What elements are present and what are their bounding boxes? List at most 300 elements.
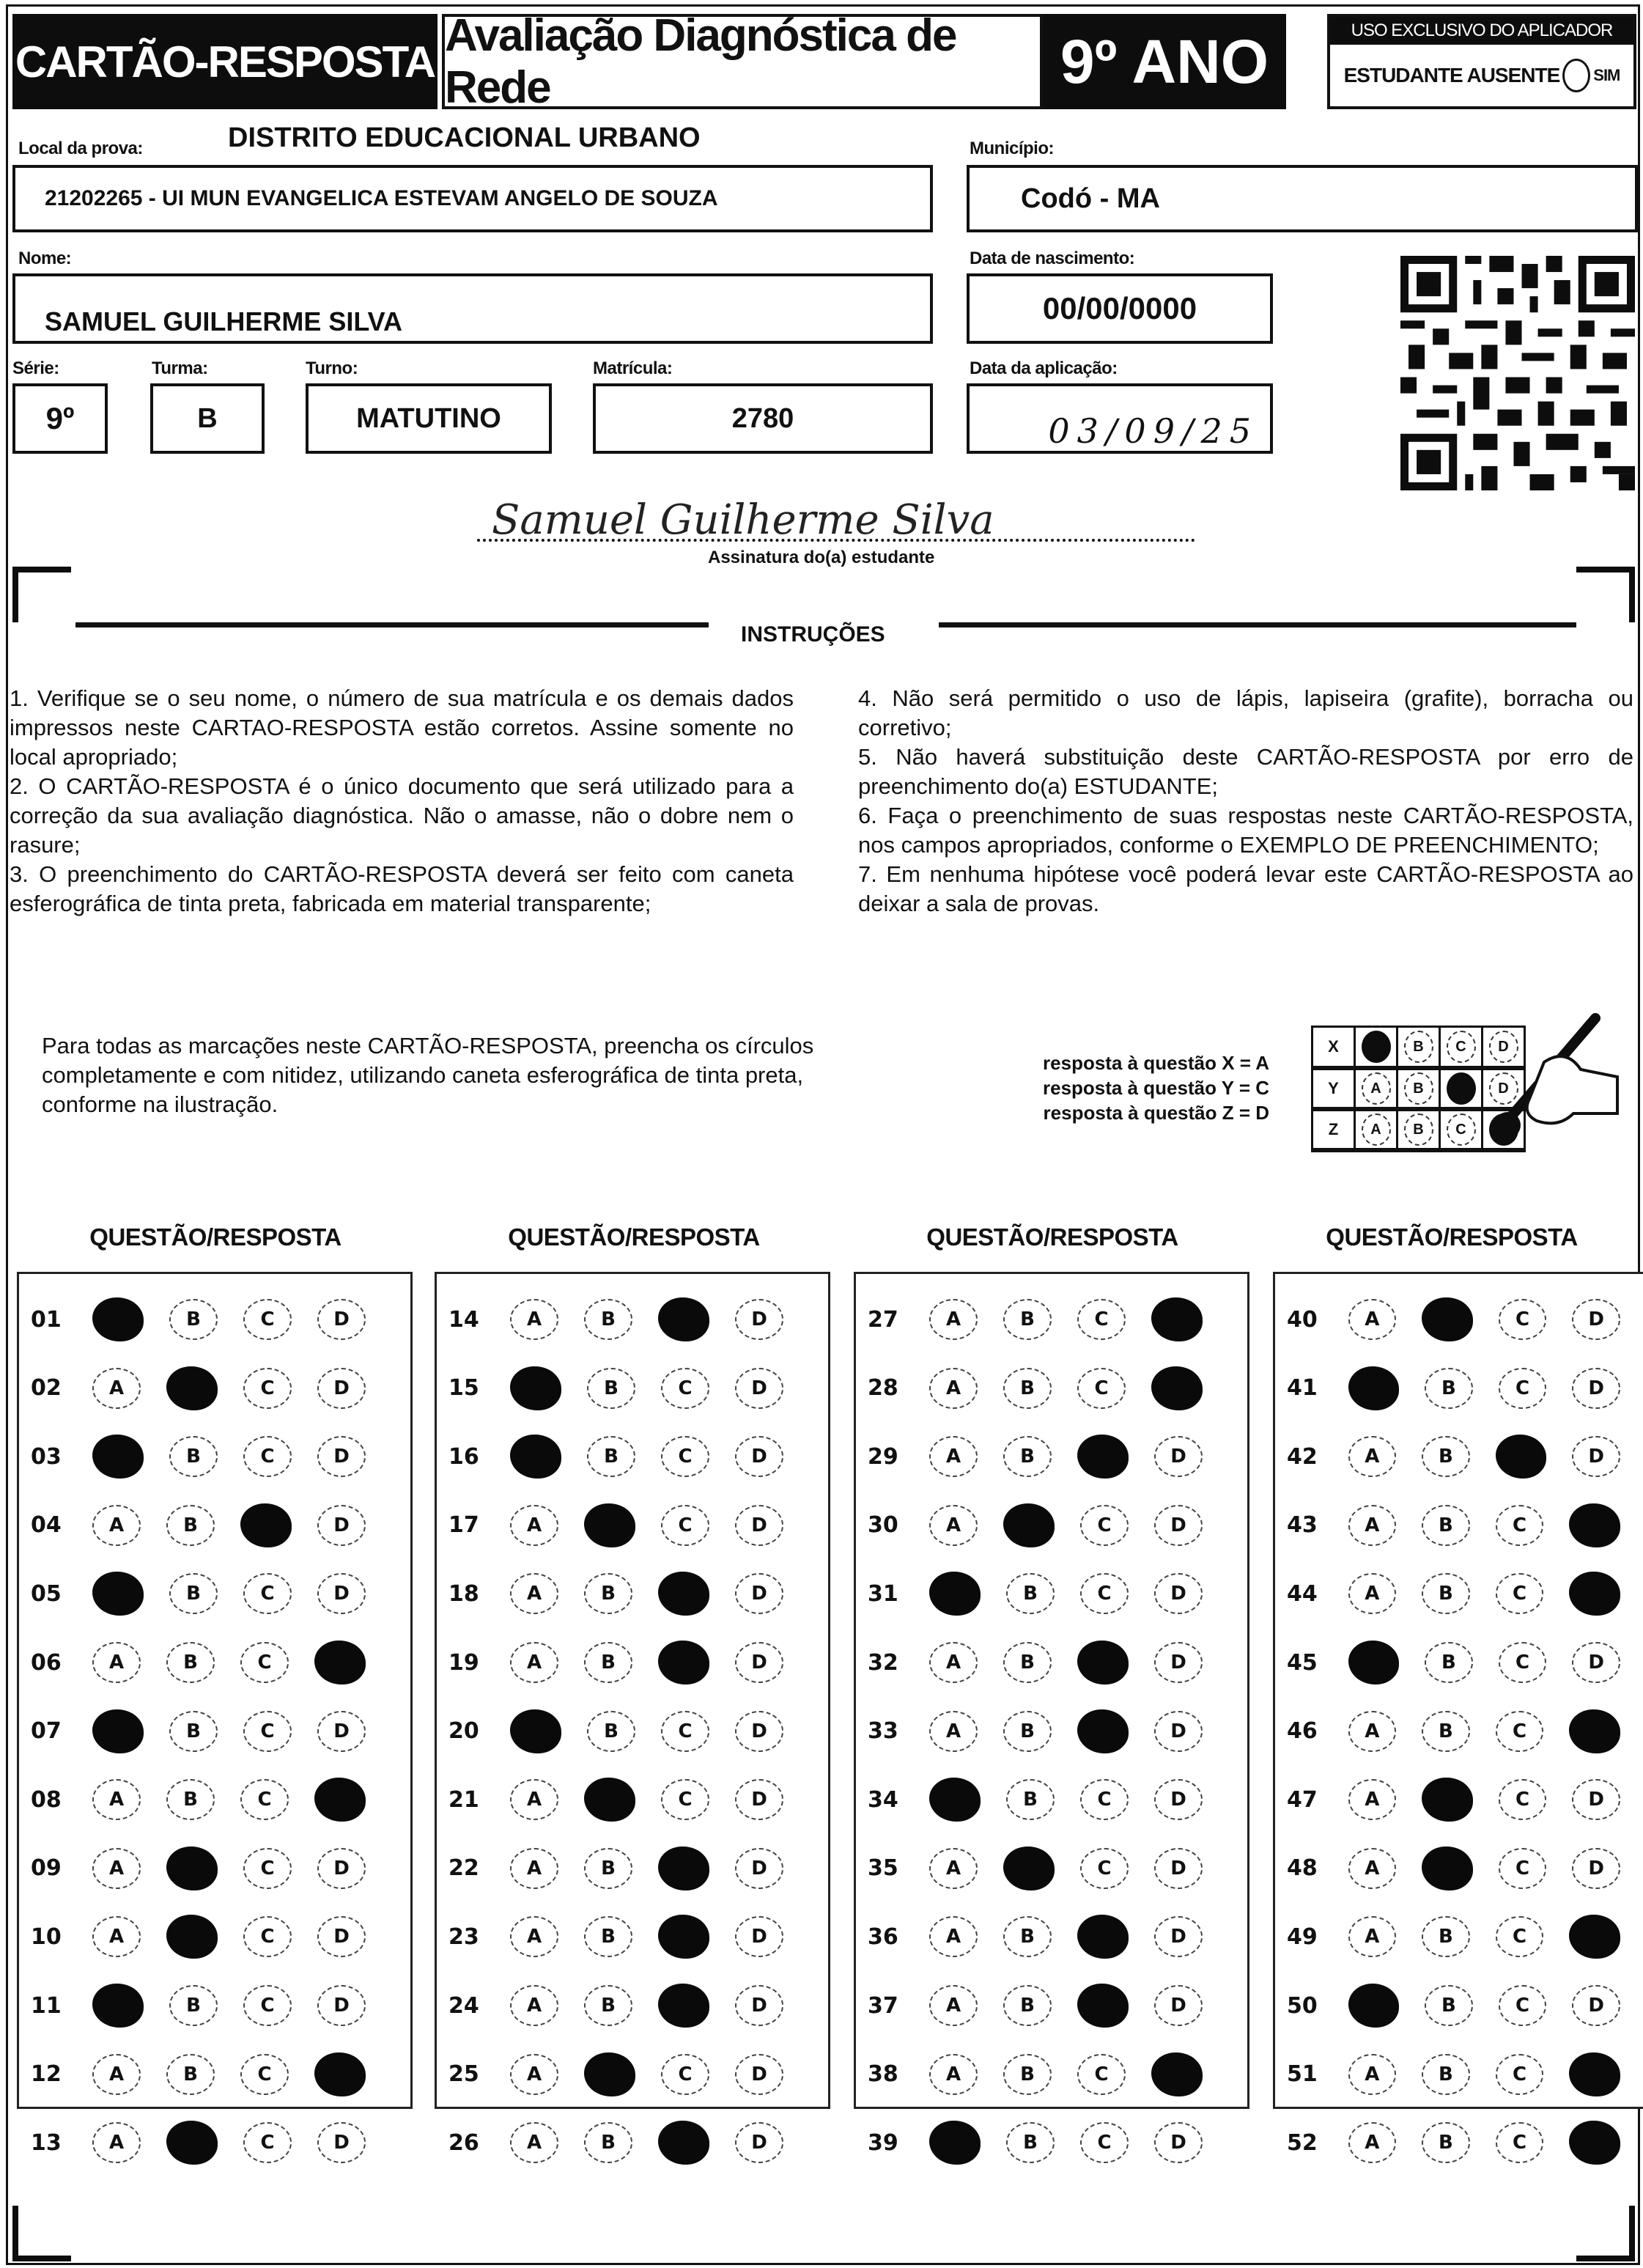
- question-number: 20: [448, 1718, 479, 1745]
- nascimento-value: 00/00/0000: [1042, 291, 1197, 325]
- answer-bubble-d[interactable]: D: [735, 1573, 783, 1614]
- answer-bubble-d[interactable]: D: [735, 1848, 783, 1889]
- answer-bubble-b[interactable]: B: [1425, 1642, 1473, 1683]
- answer-bubble-d[interactable]: D: [317, 1299, 366, 1340]
- answer-bubble-d[interactable]: D: [1154, 1573, 1203, 1614]
- fill-example-bubble: D: [1489, 1072, 1518, 1105]
- question-number: 02: [31, 1375, 62, 1402]
- answer-bubble-b[interactable]: B: [1425, 1985, 1473, 2026]
- answer-bubble-a[interactable]: A: [929, 1916, 978, 1957]
- question-row: [19, 1564, 410, 1623]
- answer-bubble-c[interactable]: C: [1499, 1299, 1547, 1340]
- question-row: [437, 1359, 828, 1418]
- answer-bubble-b[interactable]: B: [1006, 1573, 1055, 1614]
- answer-bubble-b[interactable]: B: [1003, 1642, 1052, 1683]
- answer-bubble-d[interactable]: D: [1572, 1368, 1620, 1409]
- answer-bubble-d[interactable]: D: [1154, 1779, 1203, 1820]
- answer-bubble-c[interactable]: C: [1499, 1642, 1547, 1683]
- answer-bubble-c[interactable]: C: [243, 1299, 292, 1340]
- fill-example-cell: [1355, 1027, 1398, 1068]
- answer-bubble-c[interactable]: C: [1499, 1985, 1547, 2026]
- answer-bubble-d[interactable]: D: [1572, 1299, 1620, 1340]
- answer-bubble-a[interactable]: A: [929, 1848, 978, 1889]
- question-row: [19, 1976, 410, 2035]
- answer-bubble-c[interactable]: C: [1080, 2122, 1129, 2163]
- answer-bubble-a[interactable]: A: [929, 1299, 978, 1340]
- answer-bubble-a[interactable]: A: [510, 1505, 558, 1546]
- answer-bubble-c[interactable]: C: [1496, 1573, 1544, 1614]
- answer-bubble-c[interactable]: C: [243, 1711, 292, 1752]
- question-row: [856, 1427, 1247, 1486]
- answer-bubble-c[interactable]: C: [1080, 1505, 1129, 1546]
- answer-bubble-c[interactable]: [658, 1915, 709, 1959]
- answer-bubble-c[interactable]: [658, 1847, 709, 1890]
- answer-bubble-a[interactable]: A: [510, 1779, 558, 1820]
- answer-bubble-a[interactable]: A: [929, 1985, 978, 2026]
- question-row: [856, 1564, 1247, 1623]
- answer-bubble-d[interactable]: D: [1572, 1779, 1620, 1820]
- answer-bubble-d[interactable]: D: [1154, 2122, 1203, 2163]
- question-number: 42: [1287, 1443, 1318, 1470]
- answer-bubble-a[interactable]: [92, 1709, 144, 1753]
- answer-bubble-a[interactable]: [510, 1435, 561, 1479]
- answer-bubble-a[interactable]: A: [92, 1779, 141, 1820]
- answer-bubble-b[interactable]: B: [1006, 1779, 1055, 1820]
- answer-bubble-c[interactable]: C: [243, 2122, 292, 2163]
- question-number: 13: [31, 2129, 62, 2156]
- answer-bubble-b[interactable]: B: [584, 1573, 632, 1614]
- signature-label: Assinatura do(a) estudante: [708, 548, 935, 567]
- answer-bubble-d[interactable]: D: [735, 1711, 783, 1752]
- fill-example-legend-item: resposta à questão Y = C: [1043, 1077, 1270, 1099]
- answer-bubble-a[interactable]: A: [1348, 1505, 1397, 1546]
- answer-bubble-b[interactable]: B: [1003, 1711, 1052, 1752]
- answer-column: [1273, 1272, 1643, 2156]
- answer-bubble-b[interactable]: [1422, 1297, 1473, 1341]
- answer-bubble-b[interactable]: [166, 1915, 218, 1959]
- matricula-field: [593, 383, 933, 454]
- answer-bubble-b[interactable]: [584, 1778, 635, 1822]
- answer-bubble-a[interactable]: A: [1348, 1299, 1397, 1340]
- answer-bubble-b[interactable]: B: [587, 1711, 635, 1752]
- answer-bubble-c[interactable]: C: [1499, 1848, 1547, 1889]
- answer-bubble-a[interactable]: [92, 1572, 144, 1616]
- answer-bubble-d[interactable]: D: [735, 1916, 783, 1957]
- answer-bubble-b[interactable]: B: [584, 1985, 632, 2026]
- question-number: 12: [31, 2061, 62, 2088]
- fill-example-bubble: C: [1447, 1113, 1476, 1146]
- answer-bubble-a[interactable]: [929, 2121, 981, 2165]
- question-row: [856, 1976, 1247, 2035]
- answer-bubble-c[interactable]: C: [661, 1711, 709, 1752]
- answer-bubble-d[interactable]: D: [1154, 1848, 1203, 1889]
- answer-bubble-b[interactable]: B: [1422, 2054, 1470, 2095]
- answer-bubble-b[interactable]: B: [1422, 1573, 1470, 1614]
- question-row: [19, 1359, 410, 1418]
- answer-bubble-b[interactable]: [1422, 1847, 1473, 1890]
- question-row: [856, 1633, 1247, 1692]
- answer-bubble-a[interactable]: A: [92, 2054, 141, 2095]
- answer-bubble-b[interactable]: B: [166, 2054, 215, 2095]
- answer-bubble-a[interactable]: [1348, 1984, 1400, 2028]
- answer-bubble-d[interactable]: [314, 1778, 366, 1822]
- answer-bubble-d[interactable]: D: [317, 1848, 366, 1889]
- answer-bubble-b[interactable]: B: [1003, 1985, 1052, 2026]
- corner-mark-bottom-right: [1576, 2256, 1635, 2261]
- answer-bubble-d[interactable]: D: [1572, 1436, 1620, 1477]
- answer-bubble-a[interactable]: [1348, 1641, 1400, 1685]
- instruction-item: 6. Faça o preenchimento de suas respostas neste CARTÃO-RESPOSTA, nos campos apropriados, conforme o EXEMPLO DE PREENCHIMENTO;: [858, 803, 1633, 858]
- answer-bubble-d[interactable]: D: [735, 1436, 783, 1477]
- answer-bubble-a[interactable]: A: [92, 1848, 141, 1889]
- answer-bubble-d[interactable]: D: [735, 1779, 783, 1820]
- answer-bubble-a[interactable]: [1348, 1366, 1400, 1410]
- answer-bubble-c[interactable]: [658, 1297, 709, 1341]
- question-row: [1275, 1633, 1643, 1692]
- answer-bubble-a[interactable]: A: [1348, 2122, 1397, 2163]
- answer-bubble-c[interactable]: [1077, 1641, 1129, 1685]
- answer-bubble-d[interactable]: [314, 2052, 366, 2096]
- question-number: 25: [448, 2061, 479, 2088]
- absent-label: ESTUDANTE AUSENTE: [1343, 64, 1560, 86]
- answer-bubble-b[interactable]: B: [1422, 2122, 1470, 2163]
- answer-bubble-c[interactable]: C: [1077, 2054, 1126, 2095]
- answer-bubble-d[interactable]: D: [1154, 1985, 1203, 2026]
- answer-bubble-c[interactable]: C: [243, 1368, 292, 1409]
- question-row: [19, 1496, 410, 1555]
- answer-bubble-c[interactable]: C: [1499, 1368, 1547, 1409]
- answer-bubble-a[interactable]: A: [1348, 1573, 1397, 1614]
- answer-bubble-b[interactable]: B: [584, 1642, 632, 1683]
- answer-bubble-c[interactable]: C: [1496, 1916, 1544, 1957]
- question-row: [437, 1427, 828, 1486]
- answer-bubble-a[interactable]: A: [929, 1505, 978, 1546]
- answer-bubble-a[interactable]: A: [92, 1505, 141, 1546]
- answer-bubble-b[interactable]: B: [1003, 2054, 1052, 2095]
- answer-bubble-a[interactable]: A: [92, 1642, 141, 1683]
- answer-bubble-d[interactable]: D: [1154, 1642, 1203, 1683]
- instruction-item: 3. O preenchimento do CARTÃO-RESPOSTA deverá ser feito com caneta esferográfica de tinta preta, fabricada em material transparente;: [10, 861, 794, 916]
- answer-bubble-b[interactable]: [1422, 1778, 1473, 1822]
- question-row: [437, 1496, 828, 1555]
- answer-bubble-c[interactable]: [658, 2121, 709, 2165]
- answer-bubble-a[interactable]: A: [92, 1916, 141, 1957]
- answer-bubble-d[interactable]: D: [317, 1436, 366, 1477]
- question-number: 15: [448, 1375, 479, 1402]
- answer-bubble-b[interactable]: B: [169, 1573, 218, 1614]
- fill-example-cell: [1398, 1109, 1440, 1150]
- answer-column: [17, 1272, 413, 2156]
- turno-field: [306, 383, 552, 454]
- answer-bubble-a[interactable]: A: [510, 2122, 558, 2163]
- serie-value: 9º: [45, 401, 75, 435]
- turno-label: Turno:: [306, 358, 358, 378]
- answer-bubble-c[interactable]: [658, 1984, 709, 2028]
- question-row: [19, 1907, 410, 1966]
- question-row: [437, 1564, 828, 1623]
- answer-bubble-d[interactable]: D: [1154, 1436, 1203, 1477]
- answer-bubble-c[interactable]: C: [1496, 1711, 1544, 1752]
- corner-mark-bottom-right-vertical: [1629, 2206, 1635, 2261]
- answer-bubble-d[interactable]: D: [317, 1573, 366, 1614]
- answer-bubble-d[interactable]: [1569, 1572, 1620, 1616]
- question-row: [1275, 1496, 1643, 1555]
- answer-bubble-b[interactable]: B: [169, 1436, 218, 1477]
- instruction-item: 4. Não será permitido o uso de lápis, lapiseira (grafite), borracha ou corretivo;: [858, 685, 1633, 740]
- answer-bubble-d[interactable]: [1569, 2052, 1620, 2096]
- answer-bubble-a[interactable]: A: [1348, 1916, 1397, 1957]
- answer-bubble-c[interactable]: C: [1496, 2054, 1544, 2095]
- answer-bubble-a[interactable]: [92, 1297, 144, 1341]
- answer-bubble-a[interactable]: [510, 1366, 561, 1410]
- absent-option-label: SIM: [1593, 66, 1620, 84]
- answer-bubble-b[interactable]: B: [1003, 1436, 1052, 1477]
- answer-bubble-c[interactable]: C: [661, 1436, 709, 1477]
- school-field: [12, 165, 933, 232]
- answer-bubble-b[interactable]: [584, 2052, 635, 2096]
- answer-bubble-a[interactable]: A: [1348, 1711, 1397, 1752]
- answer-bubble-d[interactable]: D: [1154, 1505, 1203, 1546]
- answer-bubble-b[interactable]: B: [587, 1368, 635, 1409]
- question-row: [1275, 2045, 1643, 2104]
- answer-bubble-c[interactable]: C: [1077, 1368, 1126, 1409]
- instruction-item: 2. O CARTÃO-RESPOSTA é o único documento que será utilizado para a correção da sua avaliação diagnóstica. Não o amasse, não o dobre nem o rasure;: [10, 773, 794, 858]
- corner-mark-top-right: [1576, 567, 1635, 572]
- turma-field: [150, 383, 265, 454]
- answer-bubble-a[interactable]: A: [929, 2054, 978, 2095]
- answer-bubble-b[interactable]: B: [1003, 1299, 1052, 1340]
- aplicacao-value: 03/09/25: [1048, 411, 1258, 451]
- answer-bubble-a[interactable]: [929, 1778, 981, 1822]
- answer-bubble-b[interactable]: [1003, 1847, 1055, 1890]
- question-number: 48: [1287, 1855, 1318, 1882]
- answer-bubble-b[interactable]: B: [1425, 1368, 1473, 1409]
- answer-bubble-c[interactable]: C: [661, 1368, 709, 1409]
- answer-bubble-b[interactable]: B: [1003, 1368, 1052, 1409]
- question-row: [1275, 1907, 1643, 1966]
- answer-bubble-a[interactable]: A: [510, 1299, 558, 1340]
- fill-example-bubble: C: [1447, 1072, 1476, 1105]
- answer-bubble-a[interactable]: [92, 1435, 144, 1479]
- question-number: 24: [448, 1992, 479, 2019]
- answer-bubble-b[interactable]: B: [1422, 1505, 1470, 1546]
- answer-bubble-c[interactable]: C: [1080, 1779, 1129, 1820]
- fill-example-legend: [1043, 1050, 1269, 1125]
- fill-example-bubble: B: [1404, 1113, 1433, 1146]
- question-number: 08: [31, 1786, 62, 1813]
- answer-bubble-d[interactable]: D: [735, 1985, 783, 2026]
- question-number: 19: [448, 1649, 479, 1676]
- fill-example-cell: [1355, 1068, 1398, 1109]
- question-number: 52: [1287, 2129, 1318, 2156]
- answer-bubble-d[interactable]: D: [317, 1916, 366, 1957]
- answer-bubble-d[interactable]: [1569, 1915, 1620, 1959]
- answer-bubble-a[interactable]: A: [1348, 1848, 1397, 1889]
- answer-column-title: QUESTÃO/RESPOSTA: [1326, 1223, 1578, 1251]
- question-row: [856, 1702, 1247, 1761]
- answer-bubble-d[interactable]: D: [317, 1368, 366, 1409]
- answer-bubble-c[interactable]: C: [661, 2054, 709, 2095]
- answer-bubble-a[interactable]: A: [1348, 1779, 1397, 1820]
- answer-bubble-b[interactable]: B: [166, 1505, 215, 1546]
- answer-bubble-d[interactable]: D: [317, 2122, 366, 2163]
- question-row: [437, 1839, 828, 1898]
- answer-sheet: [6, 4, 1640, 2265]
- answer-bubble-c[interactable]: C: [1496, 1505, 1544, 1546]
- fill-example-legend-item: resposta à questão X = A: [1043, 1052, 1270, 1074]
- question-row: [1275, 1839, 1643, 1898]
- absent-radio[interactable]: [1562, 59, 1590, 92]
- question-row: [856, 1839, 1247, 1898]
- answer-bubble-d[interactable]: D: [735, 2054, 783, 2095]
- answer-bubble-d[interactable]: [1151, 1366, 1203, 1410]
- answer-bubble-a[interactable]: A: [510, 1985, 558, 2026]
- answer-bubble-d[interactable]: [1569, 2121, 1620, 2165]
- answer-bubble-c[interactable]: [240, 1503, 292, 1547]
- nascimento-label: Data de nascimento:: [970, 248, 1135, 268]
- answer-bubble-a[interactable]: A: [92, 1368, 141, 1409]
- answer-bubble-a[interactable]: A: [510, 2054, 558, 2095]
- answer-bubble-a[interactable]: A: [929, 1368, 978, 1409]
- answer-bubble-b[interactable]: B: [1422, 1916, 1470, 1957]
- answer-bubble-b[interactable]: [166, 1366, 218, 1410]
- answer-bubble-b[interactable]: B: [169, 1711, 218, 1752]
- answer-bubble-c[interactable]: [658, 1572, 709, 1616]
- answer-bubble-c[interactable]: C: [1080, 1848, 1129, 1889]
- answer-bubble-d[interactable]: D: [317, 1711, 366, 1752]
- serie-field: [12, 383, 108, 454]
- question-number: 40: [1287, 1306, 1318, 1333]
- answer-bubble-a[interactable]: A: [929, 1642, 978, 1683]
- answer-bubble-b[interactable]: B: [166, 1642, 215, 1683]
- answer-bubble-c[interactable]: C: [243, 1916, 292, 1957]
- answer-bubble-c[interactable]: C: [1496, 2122, 1544, 2163]
- answer-bubble-b[interactable]: B: [1006, 2122, 1055, 2163]
- answer-bubble-c[interactable]: C: [240, 2054, 289, 2095]
- answer-bubble-d[interactable]: [1569, 1709, 1620, 1753]
- question-row: [437, 2045, 828, 2104]
- answer-bubble-a[interactable]: A: [929, 1711, 978, 1752]
- answer-bubble-c[interactable]: C: [1080, 1573, 1129, 1614]
- turno-value: MATUTINO: [356, 402, 501, 434]
- answer-bubble-b[interactable]: B: [1422, 1711, 1470, 1752]
- answer-bubble-b[interactable]: B: [169, 1985, 218, 2026]
- answer-bubble-a[interactable]: [929, 1572, 981, 1616]
- answer-bubble-d[interactable]: D: [1572, 1642, 1620, 1683]
- question-row: [437, 1290, 828, 1349]
- answer-bubble-a[interactable]: [92, 1984, 144, 2028]
- answer-bubble-c[interactable]: [1077, 1709, 1129, 1753]
- answer-bubble-b[interactable]: B: [584, 1916, 632, 1957]
- answer-bubble-c[interactable]: C: [240, 1642, 289, 1683]
- answer-bubble-b[interactable]: [584, 1503, 635, 1547]
- instruction-item: 1. Verifique se o seu nome, o número de sua matrícula e os demais dados impressos neste CARTAO-RESPOSTA estão corretos. Assine somente no local apropriado;: [10, 685, 794, 770]
- question-row: [856, 1290, 1247, 1349]
- answer-bubble-d[interactable]: D: [1572, 1848, 1620, 1889]
- answer-bubble-c[interactable]: [1077, 1915, 1129, 1959]
- question-number: 34: [868, 1786, 898, 1813]
- question-number: 06: [31, 1649, 62, 1676]
- answer-bubble-c[interactable]: C: [661, 1505, 709, 1546]
- answer-bubble-d[interactable]: D: [317, 1985, 366, 2026]
- instruction-item: 5. Não haverá substituição deste CARTÃO-RESPOSTA por erro de preenchimento do(a) ESTUDANTE;: [858, 744, 1633, 799]
- answer-bubble-a[interactable]: A: [510, 1848, 558, 1889]
- question-row: [19, 1427, 410, 1486]
- answer-bubble-b[interactable]: B: [1422, 1436, 1470, 1477]
- answer-bubble-d[interactable]: D: [735, 1505, 783, 1546]
- answer-bubble-b[interactable]: B: [584, 2122, 632, 2163]
- answer-bubble-c[interactable]: C: [243, 1436, 292, 1477]
- answer-bubble-d[interactable]: D: [735, 1368, 783, 1409]
- answer-bubble-a[interactable]: A: [1348, 2054, 1397, 2095]
- answer-bubble-a[interactable]: A: [510, 1916, 558, 1957]
- fill-example-bubble: D: [1489, 1031, 1518, 1063]
- aplicacao-field[interactable]: [967, 383, 1273, 454]
- answer-bubble-a[interactable]: A: [510, 1573, 558, 1614]
- answer-bubble-a[interactable]: [510, 1709, 561, 1753]
- answer-bubble-c[interactable]: C: [243, 1985, 292, 2026]
- instructions-left-column: [10, 684, 794, 918]
- answer-bubble-d[interactable]: D: [1154, 1711, 1203, 1752]
- question-number: 10: [31, 1923, 62, 1950]
- answer-column: [854, 1272, 1249, 2156]
- fill-example-row-label: X: [1312, 1027, 1355, 1068]
- answer-bubble-d[interactable]: D: [1154, 1916, 1203, 1957]
- question-number: 18: [448, 1580, 479, 1607]
- answer-bubble-c[interactable]: C: [243, 1848, 292, 1889]
- answer-bubble-d[interactable]: [1151, 1297, 1203, 1341]
- answer-bubble-c[interactable]: C: [240, 1779, 289, 1820]
- answer-bubble-b[interactable]: B: [587, 1436, 635, 1477]
- hand-with-pen-icon: [1478, 1004, 1625, 1150]
- answer-bubble-c[interactable]: C: [243, 1573, 292, 1614]
- answer-bubble-d[interactable]: D: [1572, 1985, 1620, 2026]
- answer-bubble-b[interactable]: B: [1003, 1916, 1052, 1957]
- answer-bubble-c[interactable]: [1077, 1435, 1129, 1479]
- answer-bubble-b[interactable]: [166, 1847, 218, 1890]
- answer-bubble-d[interactable]: [1151, 2052, 1203, 2096]
- answer-bubble-a[interactable]: A: [510, 1642, 558, 1683]
- answer-bubble-c[interactable]: C: [661, 1779, 709, 1820]
- answer-bubble-c[interactable]: C: [1499, 1779, 1547, 1820]
- answer-bubble-d[interactable]: D: [735, 1299, 783, 1340]
- answer-bubble-c[interactable]: [1496, 1435, 1547, 1479]
- fill-example-bubble: A: [1362, 1031, 1391, 1063]
- answer-bubble-d[interactable]: [314, 1641, 366, 1685]
- answer-bubble-a[interactable]: A: [1348, 1436, 1397, 1477]
- answer-bubble-b[interactable]: B: [584, 1848, 632, 1889]
- answer-bubble-a[interactable]: A: [929, 1436, 978, 1477]
- answer-bubble-b[interactable]: B: [169, 1299, 218, 1340]
- answer-bubble-b[interactable]: B: [584, 1299, 632, 1340]
- answer-bubble-a[interactable]: A: [92, 2122, 141, 2163]
- answer-bubble-b[interactable]: B: [166, 1779, 215, 1820]
- fill-example-bubble: A: [1362, 1113, 1391, 1146]
- nome-label: Nome:: [18, 248, 72, 268]
- answer-bubble-d[interactable]: D: [735, 2122, 783, 2163]
- answer-bubble-c[interactable]: [658, 1641, 709, 1685]
- municipio-field: [967, 165, 1638, 232]
- answer-bubble-d[interactable]: D: [317, 1505, 366, 1546]
- answer-bubble-c[interactable]: [1077, 1984, 1129, 2028]
- answer-bubble-c[interactable]: C: [1077, 1299, 1126, 1340]
- answer-bubble-d[interactable]: D: [735, 1642, 783, 1683]
- answer-bubble-b[interactable]: [166, 2121, 218, 2165]
- question-number: 29: [868, 1443, 898, 1470]
- answer-bubble-d[interactable]: [1569, 1503, 1620, 1547]
- answer-bubble-b[interactable]: [1003, 1503, 1055, 1547]
- question-row: [19, 1839, 410, 1898]
